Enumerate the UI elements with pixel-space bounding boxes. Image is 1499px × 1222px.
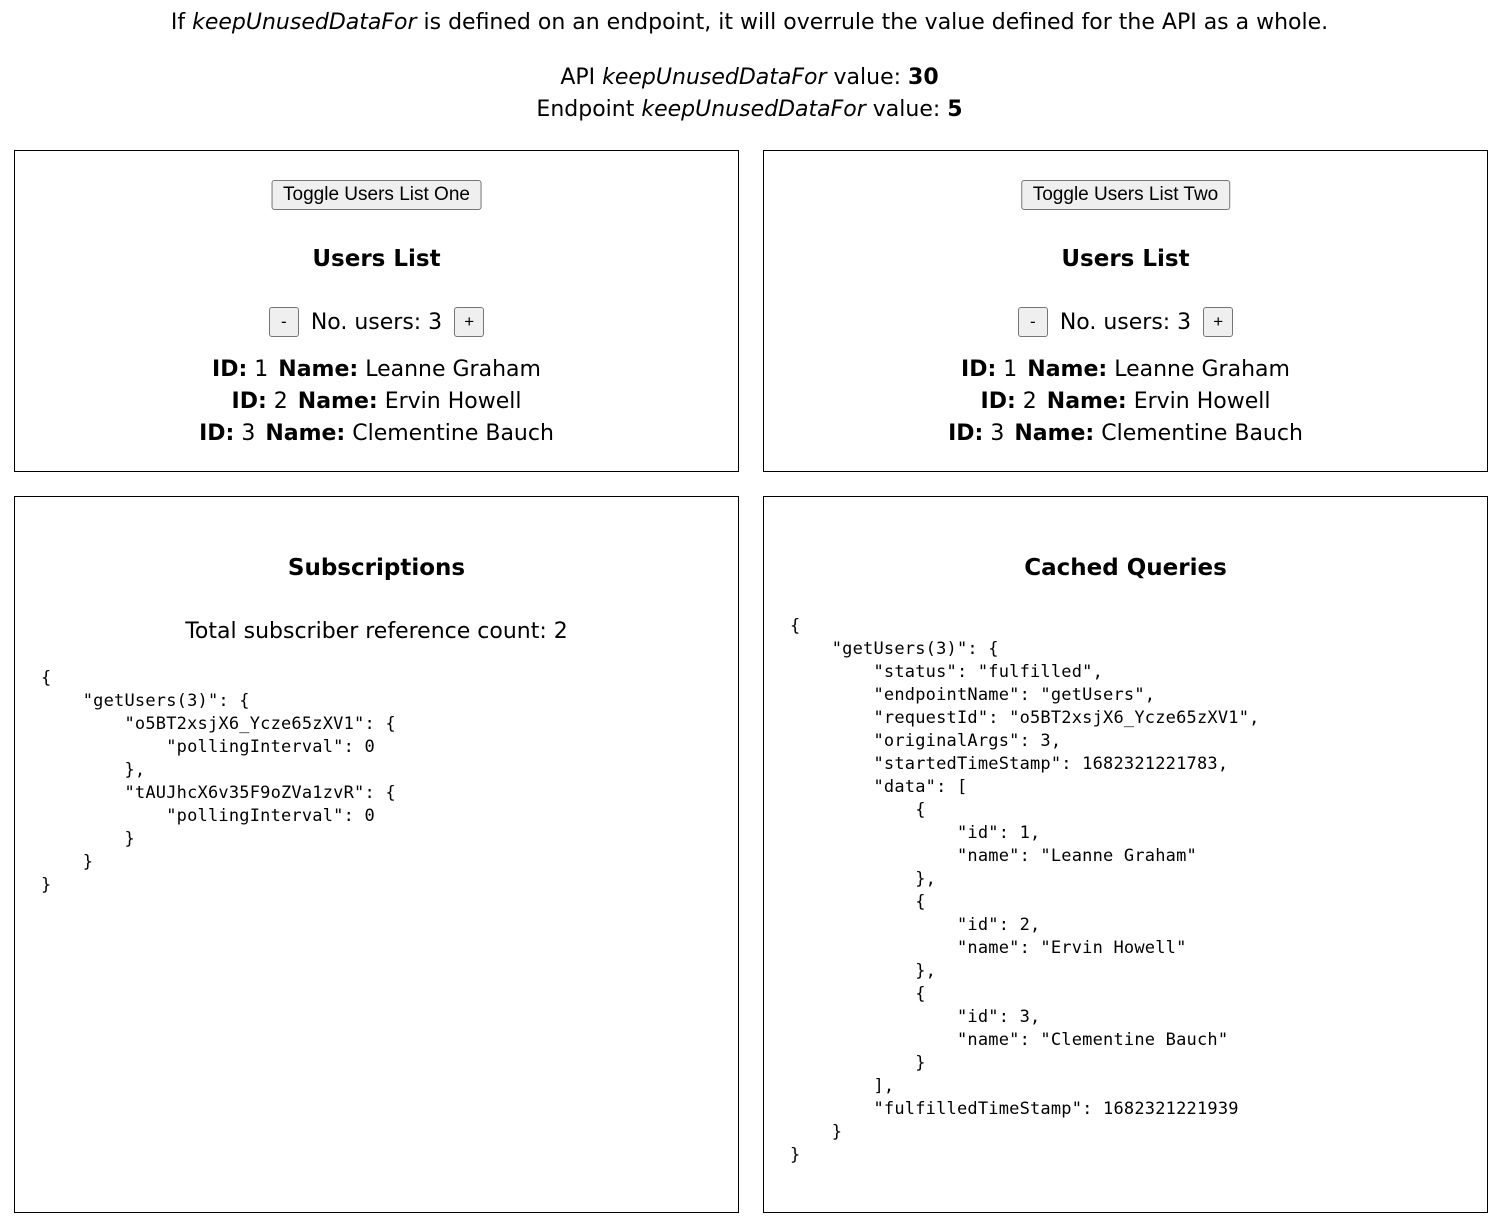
decrement-users-one-button[interactable]: - <box>269 307 299 337</box>
users-list-two-title: Users List <box>1061 246 1190 272</box>
cached-queries-panel <box>763 496 1488 1213</box>
api-value-suffix: value: <box>826 65 909 90</box>
user-id-label: ID: <box>231 389 267 414</box>
users-list-one-title: Users List <box>312 246 441 272</box>
list-item <box>764 354 1487 386</box>
user-name: Leanne Graham <box>1114 357 1290 382</box>
user-name-label: Name: <box>265 421 346 446</box>
user-id: 2 <box>1022 389 1037 414</box>
user-id-label: ID: <box>199 421 235 446</box>
intro-prefix: If <box>170 10 193 35</box>
user-name-label: Name: <box>278 357 359 382</box>
user-id: 1 <box>1003 357 1018 382</box>
list-item <box>764 386 1487 418</box>
list-item <box>15 386 738 418</box>
intro-suffix: is defined on an endpoint, it will overrule the value defined for the API as a whole. <box>416 10 1329 35</box>
intro-term: keepUnusedDataFor <box>192 10 417 35</box>
user-name: Clementine Bauch <box>352 421 554 446</box>
api-value-line <box>0 62 1499 94</box>
endpoint-value: 5 <box>947 97 963 122</box>
users-list-one-panel <box>14 150 739 472</box>
endpoint-value-prefix: Endpoint <box>536 97 642 122</box>
list-item <box>15 354 738 386</box>
endpoint-value-suffix: value: <box>865 97 948 122</box>
endpoint-value-line <box>0 94 1499 126</box>
toggle-users-list-one-button[interactable]: Toggle Users List One <box>271 180 482 210</box>
user-id-label: ID: <box>212 357 248 382</box>
toggle-users-list-two-button[interactable]: Toggle Users List Two <box>1021 180 1231 210</box>
users-count-two: No. users: 3 <box>1059 309 1192 335</box>
user-id-label: ID: <box>961 357 997 382</box>
endpoint-value-term: keepUnusedDataFor <box>641 97 866 122</box>
user-name-label: Name: <box>1027 357 1108 382</box>
users-list-two <box>764 354 1487 450</box>
users-count-stepper-one <box>15 307 738 337</box>
users-count-one: No. users: 3 <box>310 309 443 335</box>
user-id-label: ID: <box>948 421 984 446</box>
users-count-stepper-two <box>764 307 1487 337</box>
value-summary <box>0 62 1499 126</box>
list-item <box>15 418 738 450</box>
user-name: Clementine Bauch <box>1101 421 1303 446</box>
intro-text <box>0 6 1499 40</box>
api-value-term: keepUnusedDataFor <box>602 65 827 90</box>
user-name: Ervin Howell <box>384 389 522 414</box>
list-item <box>764 418 1487 450</box>
user-name: Leanne Graham <box>365 357 541 382</box>
cached-queries-title: Cached Queries <box>1024 555 1227 581</box>
user-id-label: ID: <box>980 389 1016 414</box>
user-name-label: Name: <box>297 389 378 414</box>
decrement-users-two-button[interactable]: - <box>1018 307 1048 337</box>
api-value: 30 <box>908 65 939 90</box>
user-id: 2 <box>273 389 288 414</box>
increment-users-two-button[interactable]: + <box>1203 307 1233 337</box>
user-id: 3 <box>990 421 1005 446</box>
increment-users-one-button[interactable]: + <box>454 307 484 337</box>
user-name-label: Name: <box>1046 389 1127 414</box>
subscriptions-title: Subscriptions <box>287 555 466 581</box>
cached-queries-json: { "getUsers(3)": { "status": "fulfilled", "endpointName": "getUsers", "requestId": "o5BT2xsjX6_Ycze65zXV1", "originalArgs": 3, "startedTimeStamp": 1682321221783, "data": [ { "id": 1, "name": "Leanne Graham" }, { "id": 2, "name": "Ervin Howell" }, { "id": 3, "name": "Clementine Bauch" } ], "fulfilledTimeStamp": 1682321221939 } } <box>790 616 1260 1165</box>
api-value-prefix: API <box>560 65 603 90</box>
subscriber-count: Total subscriber reference count: 2 <box>185 619 568 644</box>
subscriptions-panel <box>14 496 739 1213</box>
user-name: Ervin Howell <box>1133 389 1271 414</box>
user-id: 1 <box>254 357 269 382</box>
subscriptions-json: { "getUsers(3)": { "o5BT2xsjX6_Ycze65zXV1": { "pollingInterval": 0 }, "tAUJhcX6v35F9oZVa1zvR": { "pollingInterval": 0 } } } <box>41 668 396 895</box>
user-name-label: Name: <box>1014 421 1095 446</box>
user-id: 3 <box>241 421 256 446</box>
users-list-one <box>15 354 738 450</box>
users-list-two-panel <box>763 150 1488 472</box>
